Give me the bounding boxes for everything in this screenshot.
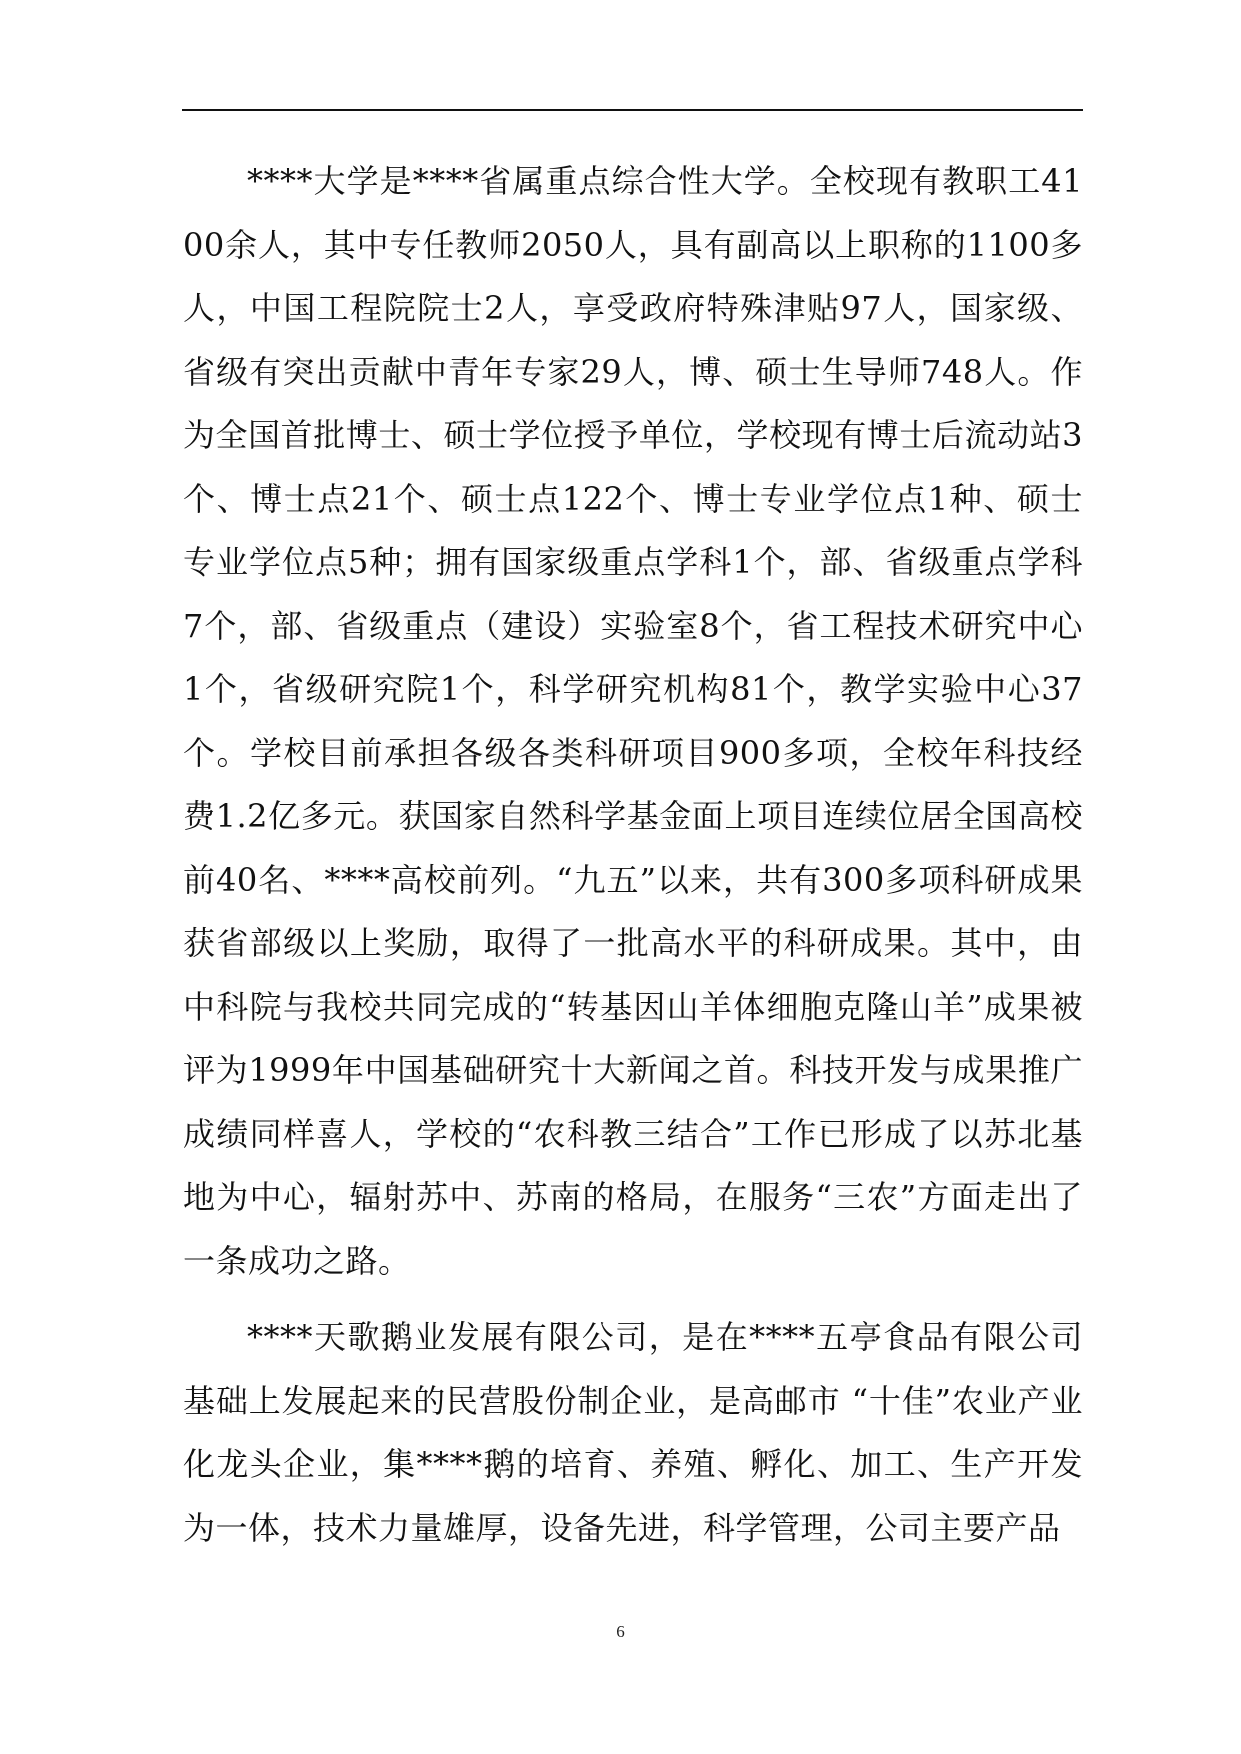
header-rule — [182, 109, 1083, 111]
document-body — [183, 150, 1083, 1560]
paragraph-university-profile: ****大学是****省属重点综合性大学。全校现有教职工4100余人，其中专任教师2050人，具有副高以上职称的1100多人，中国工程院院士2人，享受政府特殊津贴97人，国家级、省级有突出贡献中青年专家29人，博、硕士生导师748人。作为全国首批博士、硕士学位授予单位，学校现有博士后流动站3个、博士点21个、硕士点122个、博士专业学位点1种、硕士专业学位点5种；拥有国家级重点学科1个，部、省级重点学科7个，部、省级重点（建设）实验室8个，省工程技术研究中心1个，省级研究院1个，科学研究机构81个，教学实验中心37个。学校目前承担各级各类科研项目900多项，全校年科技经费1.2亿多元。获国家自然科学基金面上项目连续位居全国高校前40名、****高校前列。“九五”以来，共有300多项科研成果获省部级以上奖励，取得了一批高水平的科研成果。其中，由中科院与我校共同完成的“转基因山羊体细胞克隆山羊”成果被评为1999年中国基础研究十大新闻之首。科技开发与成果推广成绩同样喜人，学校的“农科教三结合”工作已形成了以苏北基地为中心，辐射苏中、苏南的格局，在服务“三农”方面走出了一条成功之路。 — [183, 162, 1083, 1280]
paragraph-company-profile: ****天歌鹅业发展有限公司，是在****五亭食品有限公司基础上发展起来的民营股份制企业，是高邮市 “十佳”农业产业化龙头企业，集****鹅的培育、养殖、孵化、加工、生产开发为一体，技术力量雄厚，设备先进，科学管理，公司主要产品 — [183, 1318, 1083, 1547]
page-number: 6 — [616, 1622, 625, 1641]
